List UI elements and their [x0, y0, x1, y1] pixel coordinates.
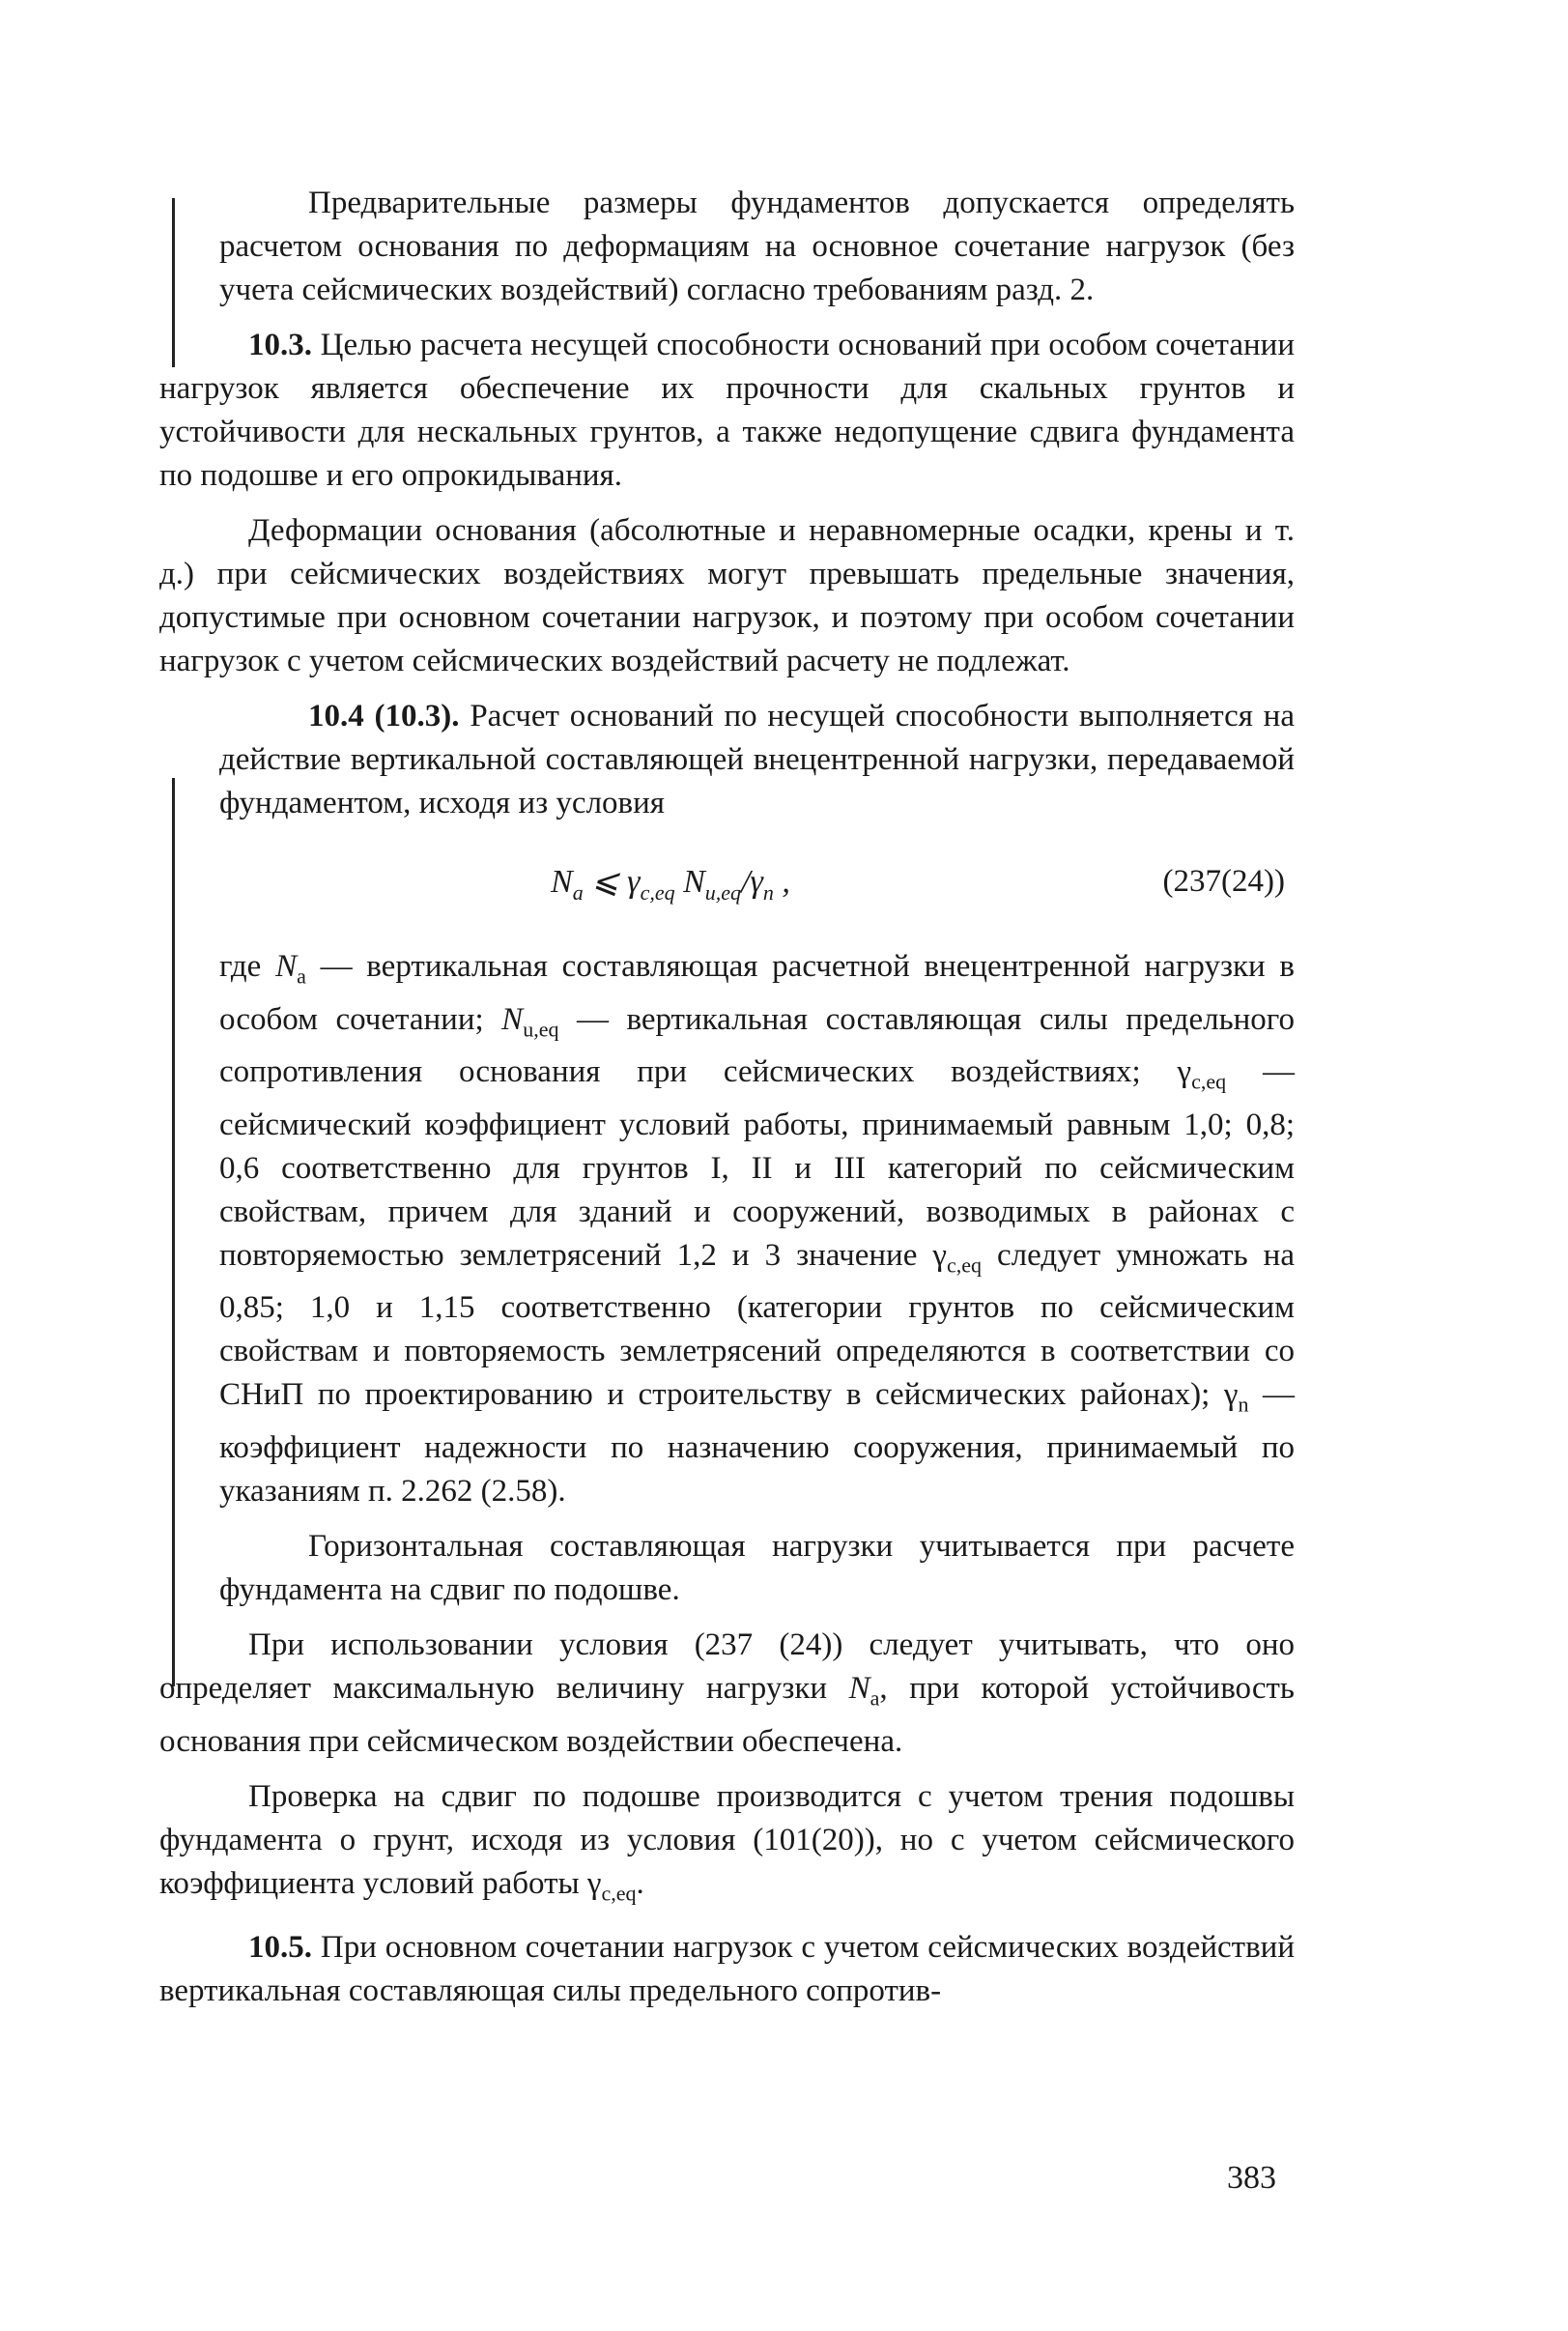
equation-237-24 [159, 847, 1295, 930]
paragraph-text: При основном сочетании нагрузок с учетом сейсмических воздействий вертикальная составляющая силы предельного сопротив- [159, 1930, 1295, 2009]
section-number: 10.3. [248, 328, 312, 362]
paragraph-condition-use: При использовании условия (237 (24)) следует учитывать, что оно определяет максимальную величину нагрузки $N_a$, при которой устойчивость основания при сейсмическом воздействии обеспечена. [159, 1626, 1295, 1759]
paragraph-where-definitions: где $N_a$ — вертикальная составляющая расчетной внецентренной нагрузки в особом сочетании; $N_{u,eq}$ — вертикальная составляющая силы предельного сопротивления основания при сейсмических воздействиях; $\gamma_{c,eq}$ — сейсмический коэффициент условий работы, принимаемый равным 1,0; 0,8; 0,6 соответственно для грунтов I, II и III категорий по сейсмическим свойствам, причем для зданий и сооружений, возводимых в районах с повторяемостью землетрясений 1,2 и 3 значение $\gamma_{c,eq}$ следует умножать на 0,85; 1,0 и 1,15 соответственно (категории грунтов по сейсмическим свойствам и повторяемость землетрясений определяются в соответствии со СНиП по проектированию и строительству в сейсмических районах); $\gamma_n$ — коэффициент надежности по назначению сооружения, принимаемый по указаниям п. 2.262 (2.58). [219, 949, 1296, 1509]
paragraph-10-4 [159, 695, 1295, 825]
paragraph-text: Деформации основания (абсолютные и неравномерные осадки, крены и т. д.) при сейсмических воздействиях могут превышать предельные значения, допустимые при основном сочетании нагрузок, и поэтому при особом сочетании нагрузок с учетом сейсмических воздействий расчету не подлежат. [159, 513, 1295, 678]
formula: $N_a$ ⩽ $\gamma_{c,eq}$ $N_{u,eq}/\gamma_n$ , [551, 864, 790, 905]
paragraph-foundation-size [159, 182, 1295, 312]
paragraph-text: Предварительные размеры фундаментов допускается определять расчетом основания по деформациям на основное сочетание нагрузок (без учета сейсмических воздействий) согласно требованиям разд. 2. [219, 186, 1295, 307]
paragraph-horizontal-component [159, 1525, 1295, 1612]
equation-number: (237(24)) [1162, 864, 1285, 899]
paragraph-10-3 [159, 324, 1295, 498]
section-number: 10.4 (10.3). [308, 699, 460, 734]
page-number: 383 [1227, 2160, 1276, 2196]
paragraph-10-5 [159, 1926, 1295, 2013]
body-text [159, 182, 1295, 2013]
paragraph-shear-check: Проверка на сдвиг по подошве производится с учетом трения подошвы фундамента о грунт, исходя из условия (101(20)), но с учетом сейсмического коэффициента условий работы $\gamma_{c,eq}$. [159, 1778, 1295, 1906]
paragraph-deformations [159, 509, 1295, 683]
paragraph-text: Расчет оснований по несущей способности выполняется на действие вертикальной составляющей внецентренной нагрузки, передаваемой фундаментом, исходя из условия [219, 699, 1295, 820]
section-number: 10.5. [248, 1930, 312, 1966]
paragraph-text: Целью расчета несущей способности оснований при особом сочетании нагрузок является обеспечение их прочности для скальных грунтов и устойчивости для нескальных грунтов, а также недопущение сдвига фундамента по подошве и его опрокидывания. [159, 328, 1295, 493]
paragraph-text: Горизонтальная составляющая нагрузки учитывается при расчете фундамента на сдвиг по подошве. [219, 1528, 1295, 1607]
